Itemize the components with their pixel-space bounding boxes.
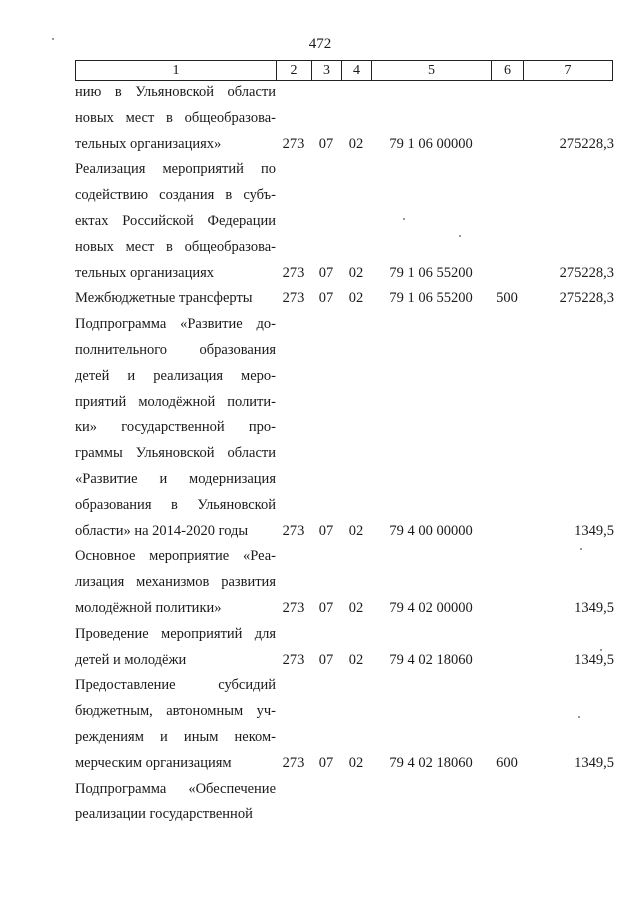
header-col-5: 5	[372, 61, 492, 80]
description-line: бюджетным, автономным уч-	[75, 703, 276, 720]
description-line: «Развитие и модернизация	[75, 470, 276, 487]
description-line: Проведение мероприятий для	[75, 625, 276, 642]
scan-speck	[52, 38, 54, 40]
cell-c4: 02	[348, 599, 364, 616]
row-description	[75, 286, 276, 312]
row-description	[75, 312, 276, 544]
cell-c3: 07	[318, 135, 334, 152]
table-row	[75, 622, 635, 674]
budget-table-body	[75, 80, 635, 828]
cell-c5: 79 4 02 00000	[389, 599, 473, 616]
cell-c6: 500	[496, 290, 518, 307]
row-description	[75, 777, 276, 829]
description-line: Основное мероприятие «Реа-	[75, 548, 276, 565]
cell-c3: 07	[318, 651, 334, 668]
description-line: области» на 2014-2020 годы	[75, 522, 249, 539]
page-number: 472	[308, 36, 332, 52]
description-line: нию в Ульяновской области	[75, 84, 276, 100]
description-line: детей и реализация меро-	[75, 367, 276, 384]
table-row	[75, 673, 635, 776]
description-line: Подпрограмма «Обеспечение	[75, 780, 276, 797]
cell-c5: 79 1 06 55200	[389, 290, 473, 307]
header-col-3: 3	[312, 61, 342, 80]
description-line: содействию создания в субъ-	[75, 187, 276, 204]
scan-speck	[580, 548, 582, 550]
cell-c4: 02	[348, 754, 364, 771]
description-line: Подпрограмма «Развитие до-	[75, 316, 276, 333]
header-col-7: 7	[564, 63, 572, 78]
row-description	[75, 80, 276, 157]
description-line: Межбюджетные трансферты	[75, 290, 253, 307]
cell-c2: 273	[282, 754, 305, 771]
description-line: лизация механизмов развития	[75, 574, 276, 591]
table-row	[75, 777, 635, 829]
header-col-1: 1	[76, 61, 277, 80]
cell-c2: 273	[282, 651, 305, 668]
description-line: граммы Ульяновской области	[75, 445, 276, 462]
description-line: новых мест в общеобразова-	[75, 238, 276, 255]
cell-c3: 07	[318, 754, 334, 771]
table-row	[75, 286, 635, 312]
cell-c7: 275228,3	[559, 290, 614, 307]
cell-c2: 273	[282, 135, 305, 152]
cell-c7: 1349,5	[574, 599, 614, 616]
description-line: образования в Ульяновской	[75, 496, 276, 513]
cell-c5: 79 1 06 00000	[389, 135, 473, 152]
header-col-4: 4	[342, 61, 372, 80]
scan-speck	[578, 716, 580, 718]
cell-c7: 1349,5	[574, 651, 614, 668]
cell-c3: 07	[318, 264, 334, 281]
cell-c6: 600	[496, 754, 518, 771]
description-line: детей и молодёжи	[75, 651, 187, 668]
table-row	[75, 80, 635, 157]
table-header	[75, 60, 613, 81]
cell-c3: 07	[318, 522, 334, 539]
cell-c5: 79 4 02 18060	[389, 754, 473, 771]
cell-c7: 1349,5	[574, 522, 614, 539]
row-description	[75, 673, 276, 776]
cell-c4: 02	[348, 651, 364, 668]
description-line: тельных организациях»	[75, 135, 222, 152]
cell-c3: 07	[318, 290, 334, 307]
description-line: ектах Российской Федерации	[75, 212, 276, 229]
cell-c7: 275228,3	[559, 135, 614, 152]
description-line: Реализация мероприятий по	[75, 161, 276, 178]
cell-c2: 273	[282, 264, 305, 281]
row-description	[75, 544, 276, 621]
cell-c7: 275228,3	[559, 264, 614, 281]
description-line: реждениям и иным неком-	[75, 728, 276, 745]
description-line: Предоставление субсидий	[75, 677, 276, 694]
cell-c4: 02	[348, 290, 364, 307]
cell-c4: 02	[348, 264, 364, 281]
cell-c5: 79 4 00 00000	[389, 522, 473, 539]
description-line: молодёжной политики»	[75, 599, 222, 616]
scan-speck	[403, 218, 405, 220]
header-col-2: 2	[277, 61, 312, 80]
cell-c5: 79 1 06 55200	[389, 264, 473, 281]
header-col-6: 6	[492, 61, 524, 80]
cell-c7: 1349,5	[574, 754, 614, 771]
description-line: полнительного образования	[75, 341, 276, 358]
cell-c5: 79 4 02 18060	[389, 651, 473, 668]
description-line: реализации государственной	[75, 806, 253, 823]
cell-c2: 273	[282, 599, 305, 616]
cell-c3: 07	[318, 599, 334, 616]
cell-c2: 273	[282, 522, 305, 539]
table-row	[75, 312, 635, 544]
description-line: мерческим организациям	[75, 754, 232, 771]
cell-c2: 273	[282, 290, 305, 307]
row-description	[75, 157, 276, 286]
scan-speck	[459, 235, 461, 237]
description-line: ки» государственной про-	[75, 419, 276, 436]
description-line: приятий молодёжной полити-	[75, 393, 276, 410]
row-description	[75, 622, 276, 674]
cell-c4: 02	[348, 135, 364, 152]
scan-speck	[600, 649, 602, 651]
description-line: новых мест в общеобразова-	[75, 109, 276, 126]
table-row	[75, 544, 635, 621]
cell-c4: 02	[348, 522, 364, 539]
table-row	[75, 157, 635, 286]
description-line: тельных организациях	[75, 264, 215, 281]
